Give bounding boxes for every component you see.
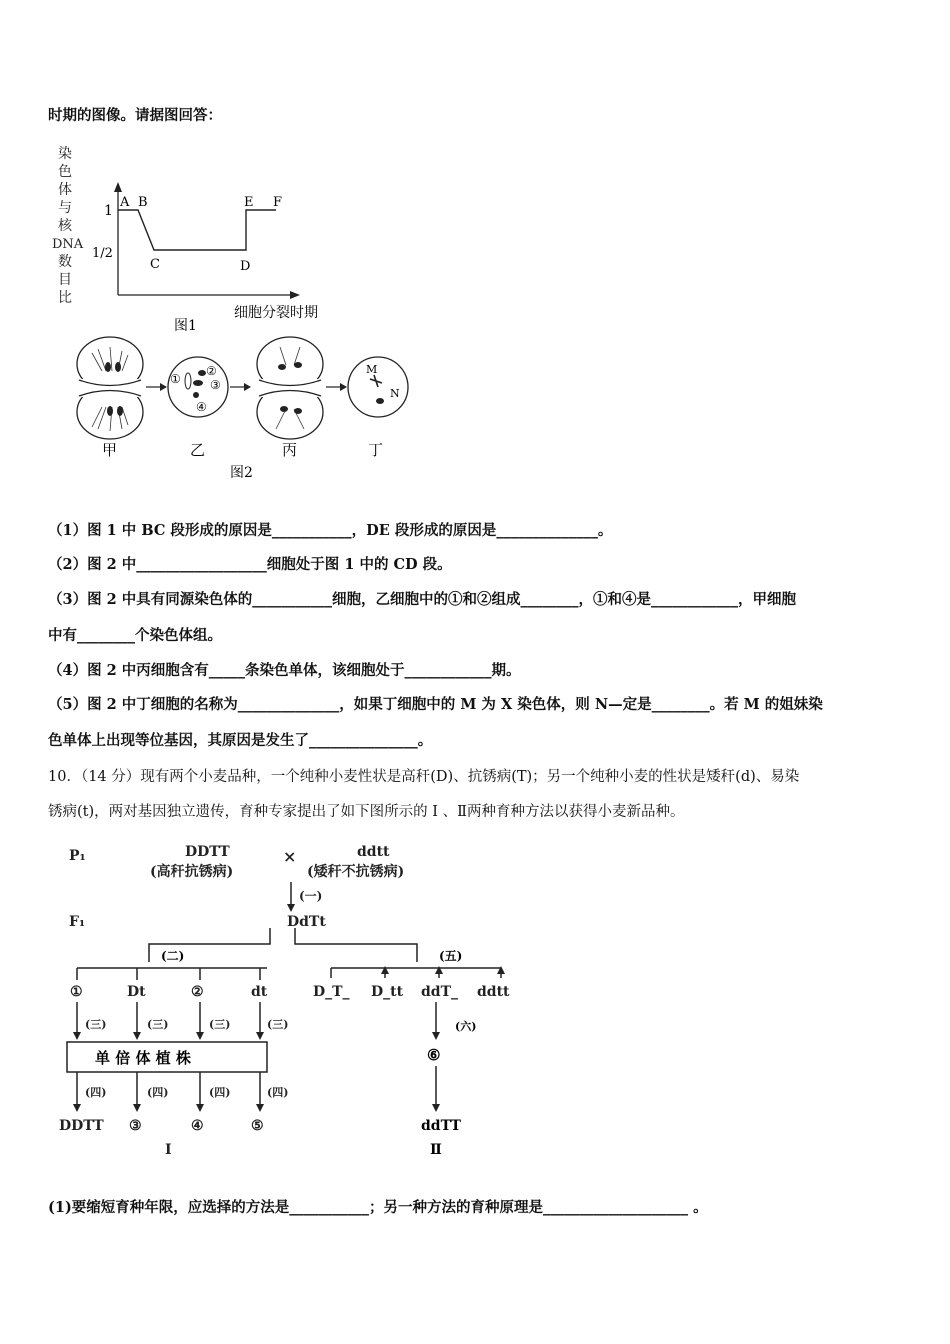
- intro-line: 时期的图像。请据图回答：: [48, 107, 222, 124]
- breeding-diagram: [55, 838, 525, 1163]
- doubled-label: ③: [129, 1118, 142, 1134]
- doubled-label: DDTT: [59, 1118, 104, 1134]
- step-label: (三): [85, 1018, 107, 1031]
- figure1-line: [118, 210, 276, 250]
- point-label: C: [150, 257, 160, 272]
- six-label: ⑥: [427, 1046, 441, 1064]
- cell-ding: [348, 357, 408, 417]
- gamete-label: Dt: [127, 984, 146, 1000]
- cell4-mark: N: [390, 387, 400, 400]
- f2-label: D_T_: [313, 984, 350, 1000]
- y-tick: 1/2: [92, 246, 113, 261]
- f2-label: ddT_: [421, 984, 458, 1000]
- step-label: (三): [267, 1018, 289, 1031]
- cell-label: 乙: [190, 441, 206, 459]
- figure2-caption: 图2: [230, 465, 253, 481]
- step-label: (三): [209, 1018, 231, 1031]
- ylabel-char: 染: [58, 146, 72, 162]
- step-label: (四): [267, 1086, 289, 1099]
- figure1-ylabel: [52, 145, 84, 306]
- ylabel-char: 与: [58, 200, 72, 216]
- parent1-desc: (高秆抗锈病): [150, 864, 234, 880]
- question-5a: （5）图 2 中丁细胞的名称为______________，如果丁细胞中的 M 为 X 染色体，则 N—定是________。若 M 的姐妹染: [48, 696, 823, 713]
- ylabel-char: 色: [58, 164, 72, 180]
- method-2-label: Ⅱ: [430, 1142, 442, 1158]
- point-label: A: [120, 195, 130, 210]
- doubled-label: ⑤: [251, 1118, 264, 1134]
- ylabel-char: 目: [58, 272, 72, 288]
- method-1-label: Ⅰ: [165, 1142, 172, 1158]
- step-label: (六): [455, 1020, 477, 1033]
- gamete-label: dt: [251, 984, 268, 1000]
- x-axis-arrow: [290, 291, 300, 299]
- y-tick: 1: [104, 203, 113, 219]
- step-label: (五): [439, 949, 463, 963]
- cell4-mark: M: [366, 363, 378, 376]
- ylabel-char: 比: [58, 290, 72, 306]
- point-label: D: [240, 259, 251, 274]
- haploid-label: 单 倍 体 植 株: [95, 1049, 191, 1067]
- cell2-mark: ②: [206, 364, 217, 378]
- step-label: (四): [147, 1086, 169, 1099]
- step-label: (四): [85, 1086, 107, 1099]
- cell2-mark: ③: [210, 378, 221, 392]
- figure2-cells: [70, 335, 420, 485]
- f1-label: F₁: [69, 914, 86, 930]
- question-4: （4）图 2 中丙细胞含有_____条染色单体，该细胞处于____________期。: [48, 662, 521, 679]
- parent2-desc: (矮秆不抗锈病): [307, 864, 405, 880]
- gamete-label: ①: [70, 984, 83, 1000]
- step-label: (四): [209, 1086, 231, 1099]
- question-5b: 色单体上出现等位基因，其原因是发生了_______________。: [48, 732, 433, 749]
- cell-label: 甲: [102, 441, 118, 459]
- question-10-line1: 10．（14 分）现有两个小麦品种，一个纯种小麦性状是高秆(D)、抗锈病(T)；另一个纯种小麦的性状是矮秆(d)、易染: [48, 769, 800, 785]
- cell2-mark: ①: [170, 372, 181, 386]
- parent2-genotype: ddtt: [357, 844, 390, 860]
- doubled-label: ④: [191, 1118, 204, 1134]
- question-1: （1）图 1 中 BC 段形成的原因是___________，DE 段形成的原因是______________。: [48, 522, 613, 539]
- ylabel-char: 体: [58, 182, 72, 198]
- cell-label: 丁: [368, 441, 384, 459]
- point-label: B: [138, 195, 148, 210]
- point-label: F: [273, 195, 283, 210]
- cell2-mark: ④: [196, 400, 207, 414]
- cell-jia: [77, 337, 143, 439]
- figure1-caption: 图1: [174, 318, 197, 334]
- f2-label: ddtt: [477, 984, 510, 1000]
- cross-sign: ×: [283, 847, 297, 866]
- f1-genotype: DdTt: [287, 914, 326, 930]
- p1-label: P₁: [69, 848, 86, 864]
- x-axis-label: 细胞分裂时期: [234, 305, 318, 321]
- parent1-genotype: DDTT: [185, 844, 230, 860]
- question-2: （2）图 2 中__________________细胞处于图 1 中的 CD 段。: [48, 556, 452, 573]
- step-label: (一): [299, 889, 323, 903]
- ylabel-char: DNA: [52, 237, 84, 252]
- point-label: E: [244, 195, 254, 210]
- gamete-label: ②: [191, 984, 204, 1000]
- f2-label: D_tt: [371, 984, 404, 1000]
- ylabel-char: 数: [58, 254, 72, 270]
- question-3a: （3）图 2 中具有同源染色体的___________细胞，乙细胞中的①和②组成________，①和④是____________，甲细胞: [48, 591, 797, 608]
- y-axis-arrow: [114, 182, 122, 192]
- question-10-1: (1)要缩短育种年限，应选择的方法是___________；另一种方法的育种原理是____________________ 。: [48, 1199, 708, 1216]
- ylabel-char: 核: [58, 218, 72, 234]
- final-genotype: ddTT: [421, 1118, 461, 1134]
- figure1-chart: [48, 140, 368, 335]
- question-10-line2: 锈病(t)，两对基因独立遗传，育种专家提出了如下图所示的 Ⅰ 、Ⅱ两种育种方法以获得小麦新品种。: [48, 804, 685, 820]
- cell-bing: [257, 337, 323, 439]
- step-label: (二): [161, 949, 185, 963]
- step-label: (三): [147, 1018, 169, 1031]
- cell-yi: [168, 357, 228, 417]
- cell-label: 丙: [282, 441, 298, 459]
- question-3b: 中有________个染色体组。: [48, 627, 222, 644]
